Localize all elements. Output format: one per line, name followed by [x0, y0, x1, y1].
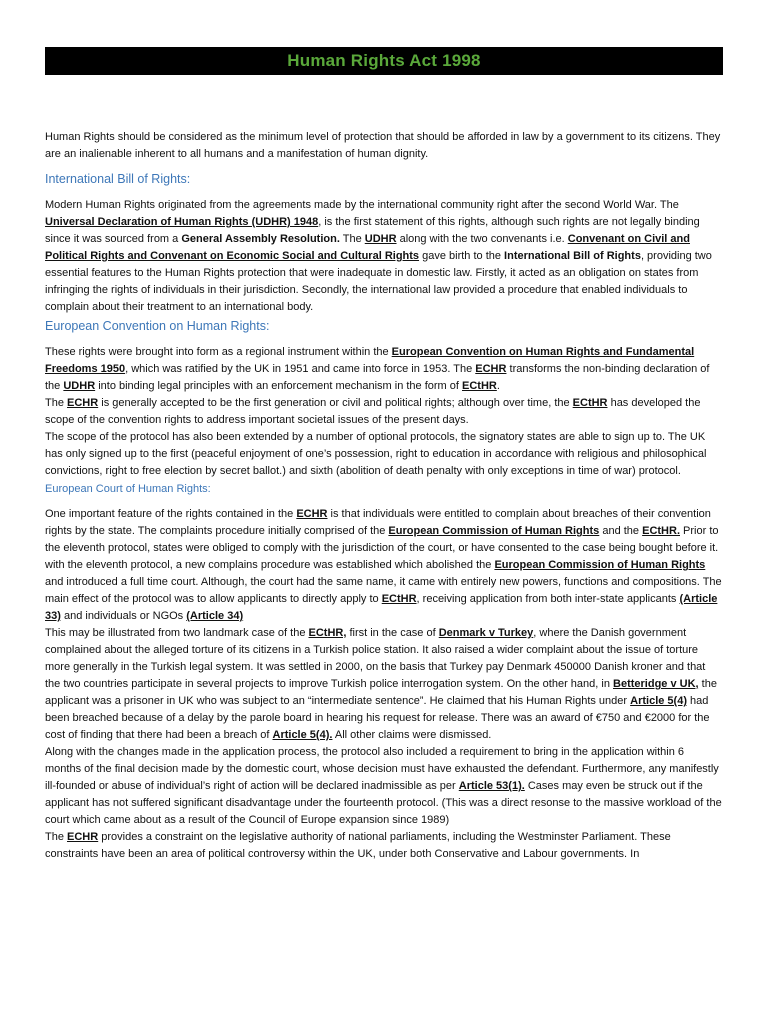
- text-run: is that individuals were entitled to complain about breaches of their convention rights by the state. The complaints procedure initially comprised of the: [45, 508, 711, 537]
- document-title: Human Rights Act 1998: [287, 51, 481, 70]
- paragraph-echr-2: [45, 395, 722, 429]
- intro-paragraph: Human Rights should be considered as the minimum level of protection that should be afforded in law by a government to its citizens. They are an inalienable inherent to all humans and a manifestation of human dignity.: [45, 131, 721, 160]
- text-run: transforms the non-binding declaration of the: [45, 363, 710, 392]
- emphasized-term: UDHR: [364, 233, 397, 245]
- emphasized-term: ECtHR,: [308, 627, 347, 639]
- emphasized-term: ECtHR: [381, 593, 417, 605]
- text-run: Prior to the eleventh protocol, states were obliged to comply with the jurisdiction of the court, or have consented to the case being bought before it. with the eleventh protocol, a new complains procedure was established which abolished the: [45, 525, 719, 571]
- emphasized-term: Article 5(4).: [272, 729, 333, 741]
- text-run: has developed the scope of the convention rights to address important societal issues of the present days.: [45, 397, 701, 426]
- text-run: The: [45, 397, 68, 409]
- text-run: , where the Danish government complained about the alleged torture of its citizens in a Turkish police station. It also raised a wider complaint about the issue of torture more generally in the Turkish legal system. It was settled in 2000, on the basis that Turkey pay Denmark 450000 Danish kroner and that the two countries participate in several projects to improve Turkish police interrogation system. On the other hand, in: [45, 627, 706, 690]
- text-run: , receiving application from both inter-state applicants: [416, 593, 680, 605]
- heading-ecthr: European Court of Human Rights:: [45, 483, 211, 495]
- emphasized-term: UDHR: [63, 380, 96, 392]
- text-run: These rights were brought into form as a regional instrument within the: [45, 346, 392, 358]
- emphasized-term: Article 53(1).: [458, 780, 525, 792]
- emphasized-term: (Article 33): [45, 593, 718, 622]
- paragraph-ecthr-4: [45, 829, 722, 863]
- text-run: Cases may even be struck out if the applicant has not suffered significant disadvantage under the fourteenth protocol. (This was a direct resonse to the massive workload of the court which came about as a result of the Council of Europe expansion since 1989): [45, 780, 722, 826]
- emphasized-term: ECtHR: [572, 397, 608, 409]
- heading-international-bill: International Bill of Rights:: [45, 172, 191, 186]
- text-run: , providing two essential features to the Human Rights protection that were inadequate in domestic law. Firstly, it acted as an obligation on states from infringing the rights of individuals in their jurisdiction. Secondly, the international law provided a procedure that enabled individuals to complain about their treatment to an international body.: [45, 250, 712, 313]
- emphasized-term: (Article 34): [186, 610, 244, 622]
- emphasized-term: European Commission of Human Rights: [494, 559, 706, 571]
- text-run: Along with the changes made in the application process, the protocol also included a requirement to bring in the application within 6 months of the final decision made by the domestic court, whose decision must have exhausted the defendant. Furthermore, any manifestly ill-founded or abuse of individual’s right of action will be declared inadmissible as per: [45, 746, 719, 792]
- paragraph-ecthr-2: [45, 625, 722, 744]
- emphasized-term: Article 5(4): [630, 695, 687, 707]
- text-run: and the: [599, 525, 643, 537]
- text-run: The: [339, 233, 365, 245]
- text-run: and introduced a full time court. Although, the court had the same name, it came with entirely new powers, functions and compositions. The main effect of the protocol was to allow applicants to directly apply to: [45, 576, 722, 605]
- emphasized-term: European Convention on Human Rights and Fundamental Freedoms 1950: [45, 346, 695, 375]
- paragraph-ecthr-1: [45, 506, 722, 625]
- emphasized-term: ECHR: [296, 508, 328, 520]
- emphasized-term: International Bill of Rights: [504, 250, 641, 262]
- text-run: Modern Human Rights originated from the agreements made by the international community right after the second World War. The: [45, 199, 679, 211]
- text-run: The: [45, 831, 68, 843]
- text-run: first in the case of: [346, 627, 439, 639]
- emphasized-term: ECHR: [475, 363, 507, 375]
- text-run: had been breached because of a delay by the parole board in hearing his request for release. There was an award of €750 and €2000 for the cost of finding that there had been a breach of: [45, 695, 710, 741]
- text-run: into binding legal principles with an enforcement mechanism in the form of: [95, 380, 462, 392]
- text-run: All other claims were dismissed.: [332, 729, 492, 741]
- paragraph-echr-3: [45, 429, 722, 480]
- text-run: the applicant was a prisoner in UK who was subject to an “intermediate sentence”. He claimed that his Human Rights under: [45, 678, 717, 707]
- text-run: gave birth to the: [419, 250, 505, 262]
- text-run: , which was ratified by the UK in 1951 and came into force in 1953. The: [125, 363, 476, 375]
- emphasized-term: Denmark v Turkey: [438, 627, 534, 639]
- text-run: The scope of the protocol has also been extended by a number of optional protocols, the signatory states are able to sign up to. The UK has only signed up to the first (peaceful enjoyment of one’s possession, right to education in accordance with religious and philosophical convictions, right to free election by secret ballot.) and sixth (abolition of death penalty with only exceptions in time of war) protocol.: [45, 431, 707, 477]
- title-bar: [45, 47, 723, 75]
- emphasized-term: Convenant on Civil and Political Rights and Convenant on Economic Social and Cultural Rights: [45, 233, 690, 262]
- emphasized-term: General Assembly Resolution.: [181, 233, 340, 245]
- emphasized-term: ECHR: [67, 831, 99, 843]
- emphasized-term: Universal Declaration of Human Rights (UDHR) 1948: [45, 216, 319, 228]
- emphasized-term: ECHR: [67, 397, 99, 409]
- text-run: is generally accepted to be the first generation or civil and political rights; although over time, the: [98, 397, 573, 409]
- emphasized-term: Betteridge v UK,: [613, 678, 699, 690]
- text-run: provides a constraint on the legislative authority of national parliaments, including the Westminster Parliament. These constraints have been an area of political controversy within the UK, under both Conservative and Labour governments. In: [45, 831, 671, 860]
- paragraph-ecthr-3: [45, 744, 722, 829]
- text-run: and individuals or NGOs: [60, 610, 187, 622]
- text-run: , is the first statement of this rights, although such rights are not legally binding since it was sourced from a: [45, 216, 700, 245]
- emphasized-term: ECtHR: [462, 380, 497, 392]
- text-run: along with the two convenants i.e.: [396, 233, 568, 245]
- emphasized-term: ECtHR.: [642, 525, 680, 537]
- text-run: .: [496, 380, 500, 392]
- paragraph-echr-1: [45, 344, 722, 395]
- text-run: One important feature of the rights contained in the: [45, 508, 297, 520]
- emphasized-term: European Commission of Human Rights: [388, 525, 600, 537]
- text-run: This may be illustrated from two landmark case of the: [45, 627, 309, 639]
- paragraph-international-bill: [45, 197, 722, 316]
- heading-echr: European Convention on Human Rights:: [45, 319, 270, 333]
